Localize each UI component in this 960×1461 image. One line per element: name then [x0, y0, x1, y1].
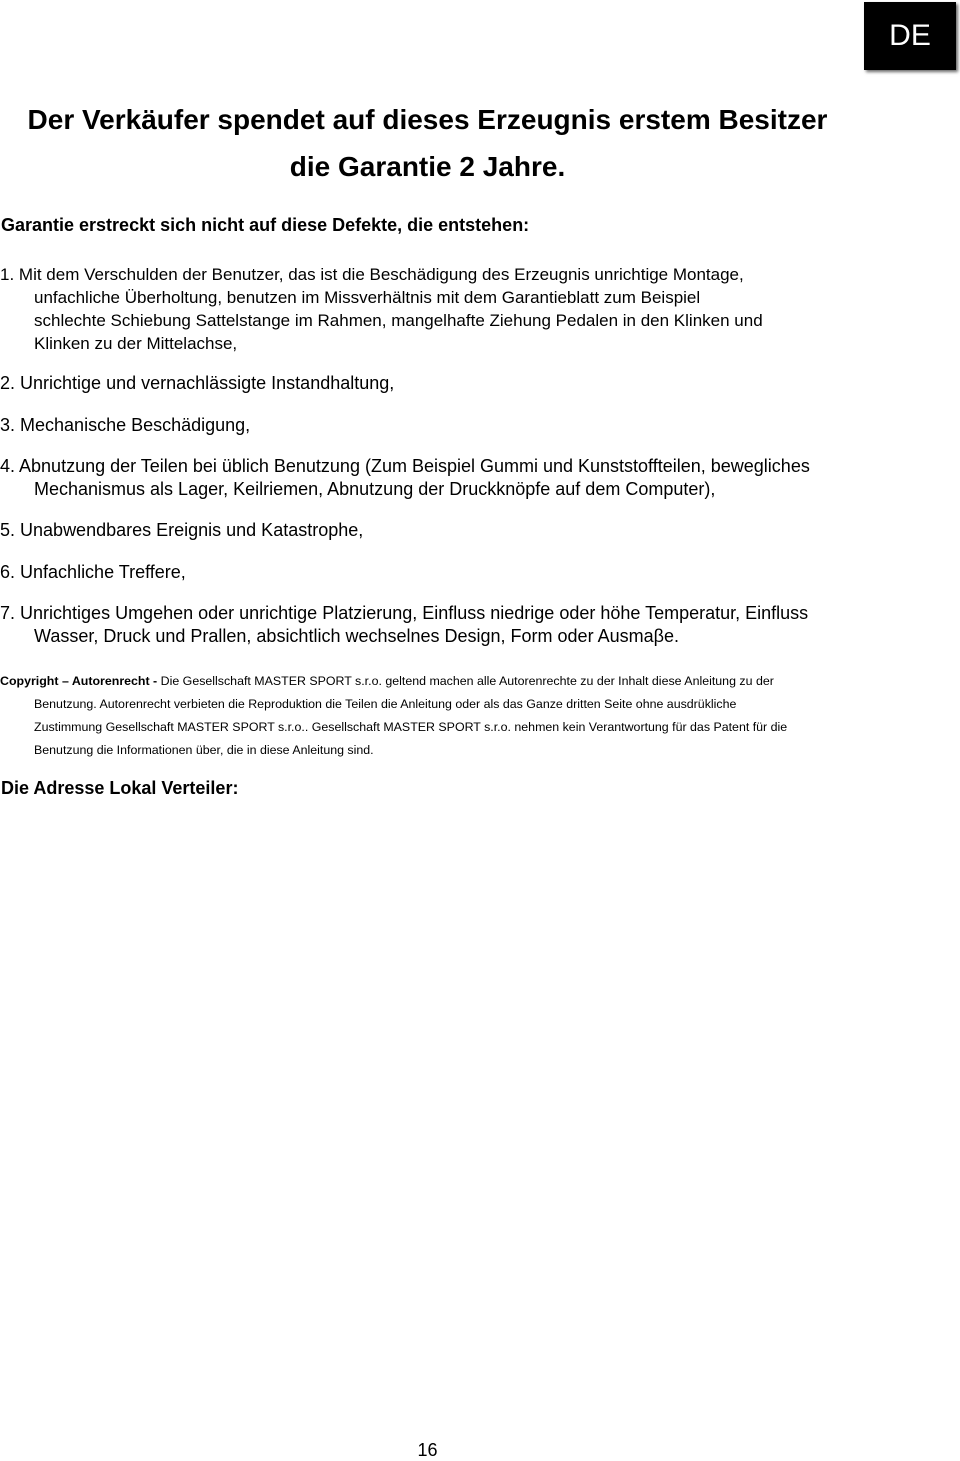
item-text-line: Unabwendbares Ereignis und Katastrophe,: [20, 520, 364, 540]
item-number: 1.: [0, 265, 15, 284]
page-number: 16: [417, 1440, 438, 1460]
item-text-line: Wasser, Druck und Prallen, absichtlich wechselnes Design, Form oder Ausmaβe.: [34, 626, 679, 646]
warranty-item-3: [0, 414, 940, 437]
warranty-item-6: [0, 561, 940, 584]
warranty-item-4: [0, 455, 940, 501]
copyright-text-line: Benutzung die Informationen über, die in diese Anleitung sind.: [34, 743, 374, 757]
item-number: 3.: [0, 415, 16, 435]
warranty-item-1: [0, 263, 940, 355]
item-text-line: Mit dem Verschulden der Benutzer, das ist die Beschädigung des Erzeugnis unrichtige Montage,: [18, 265, 744, 284]
warranty-item-2: [0, 372, 940, 395]
item-number: 7.: [0, 603, 16, 623]
item-number: 2.: [0, 373, 16, 393]
warranty-item-5: [0, 519, 940, 542]
item-text-line: Mechanismus als Lager, Keilriemen, Abnutzung der Druckknöpfe auf dem Computer),: [34, 479, 716, 499]
copyright-label: Copyright – Autorenrecht -: [0, 674, 158, 688]
copyright-text-line: Zustimmung Gesellschaft MASTER SPORT s.r.o.. Gesellschaft MASTER SPORT s.r.o. nehmen kein Verantwortung für das Patent für die: [34, 720, 788, 734]
language-badge: DE: [864, 2, 956, 70]
warranty-intro: Garantie erstreckt sich nicht auf diese Defekte, die entstehen:: [1, 215, 530, 235]
item-number: 5.: [0, 520, 16, 540]
item-text-line: Abnutzung der Teilen bei üblich Benutzung (Zum Beispiel Gummi und Kunststoffteilen, bewegliches: [19, 456, 810, 476]
copyright-text-line: Die Gesellschaft MASTER SPORT s.r.o. geltend machen alle Autorenrechte zu der Inhalt diese Anleitung zu der: [160, 674, 774, 688]
item-text-line: Unrichtiges Umgehen oder unrichtige Platzierung, Einfluss niedrige oder höhe Temperatur, Einfluss: [20, 603, 809, 623]
item-text-line: unfachliche Überholtung, benutzen im Missverhältnis mit dem Garantieblatt zum Beispiel: [34, 288, 701, 307]
item-number: 4.: [0, 456, 16, 476]
item-text-line: Unrichtige und vernachlässigte Instandhaltung,: [20, 373, 395, 393]
warranty-headline-line-1: Der Verkäufer spendet auf dieses Erzeugnis erstem Besitzer: [27, 104, 828, 135]
warranty-headline-line-2: die Garantie 2 Jahre.: [289, 151, 566, 182]
copyright-notice: [0, 670, 945, 762]
item-number: 6.: [0, 562, 16, 582]
item-text-line: Mechanische Beschädigung,: [20, 415, 251, 435]
warranty-item-7: [0, 602, 940, 648]
item-text-line: Unfachliche Treffere,: [20, 562, 186, 582]
item-text-line: schlechte Schiebung Sattelstange im Rahmen, mangelhafte Ziehung Pedalen in den Klinken und: [34, 311, 763, 330]
copyright-text-line: Benutzung. Autorenrecht verbieten die Reproduktion die Teilen die Anleitung oder als das Ganze dritten Seite ohne ausdrükliche: [34, 697, 737, 711]
distributor-address-label: Die Adresse Lokal Verteiler:: [1, 778, 239, 798]
item-text-line: Klinken zu der Mittelachse,: [34, 334, 238, 353]
